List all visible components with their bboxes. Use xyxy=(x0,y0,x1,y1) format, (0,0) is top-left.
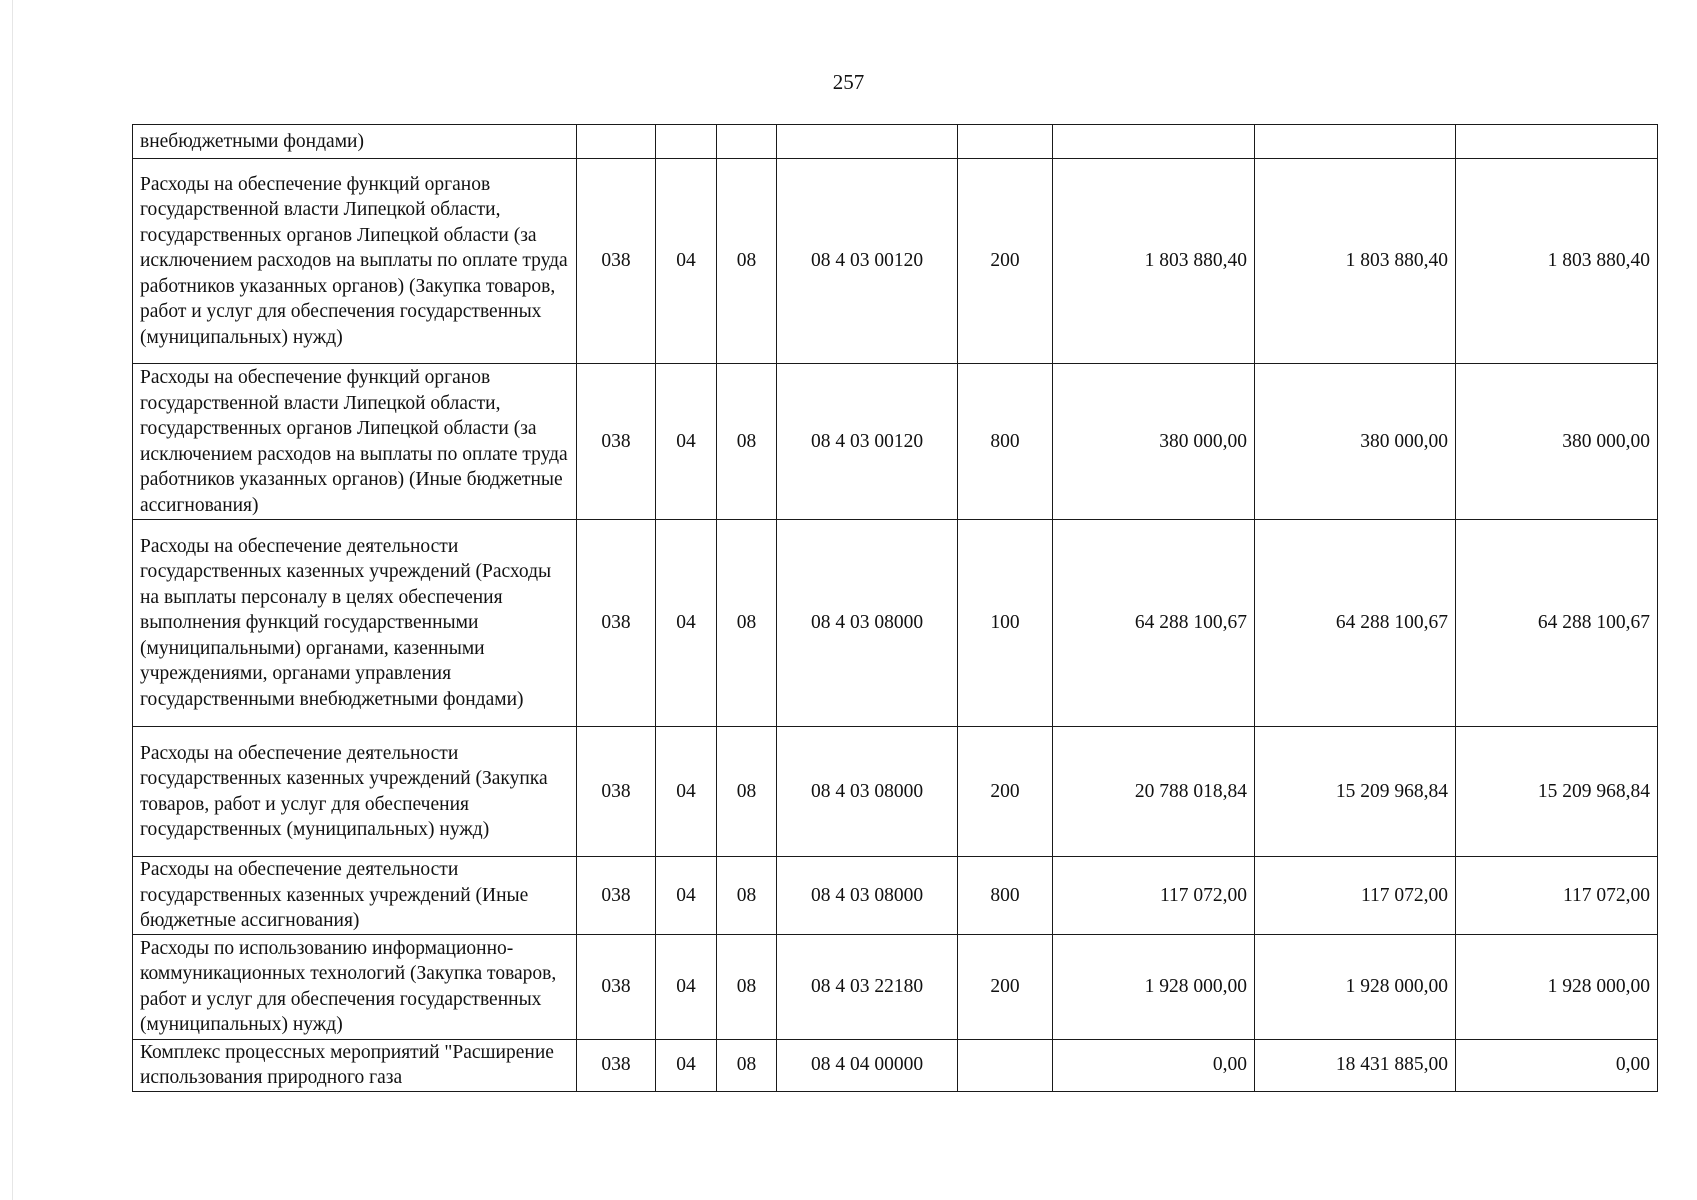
cell-amount-year-3: 1 803 880,40 xyxy=(1456,159,1658,364)
cell-amount-year-2: 64 288 100,67 xyxy=(1255,520,1456,727)
cell-expense-type: 100 xyxy=(958,520,1053,727)
cell-expense-type: 800 xyxy=(958,857,1053,935)
cell-subsection-code xyxy=(717,125,777,159)
table-row xyxy=(133,934,1658,1039)
cell-amount-year-1: 20 788 018,84 xyxy=(1053,727,1255,857)
row-description: внебюджетными фондами) xyxy=(133,125,577,159)
table-row xyxy=(133,159,1658,364)
cell-amount-year-2: 1 928 000,00 xyxy=(1255,934,1456,1039)
cell-section-code: 04 xyxy=(656,727,717,857)
cell-ministry-code: 038 xyxy=(577,727,656,857)
cell-target-article: 08 4 03 08000 xyxy=(777,727,958,857)
cell-amount-year-3: 380 000,00 xyxy=(1456,364,1658,520)
cell-subsection-code: 08 xyxy=(717,364,777,520)
cell-subsection-code: 08 xyxy=(717,159,777,364)
row-description: Комплекс процессных мероприятий "Расширение использования природного газа xyxy=(133,1039,577,1091)
cell-target-article: 08 4 03 00120 xyxy=(777,364,958,520)
cell-expense-type: 200 xyxy=(958,934,1053,1039)
cell-amount-year-1: 380 000,00 xyxy=(1053,364,1255,520)
cell-subsection-code: 08 xyxy=(717,520,777,727)
table-row xyxy=(133,364,1658,520)
cell-ministry-code: 038 xyxy=(577,159,656,364)
row-description: Расходы на обеспечение функций органов государственной власти Липецкой области, государственных органов Липецкой области (за исключением расходов на выплаты по оплате труда работников указанных органов) (Иные бюджетные ассигнования) xyxy=(133,364,577,520)
cell-amount-year-3: 15 209 968,84 xyxy=(1456,727,1658,857)
cell-ministry-code: 038 xyxy=(577,520,656,727)
cell-section-code: 04 xyxy=(656,159,717,364)
cell-subsection-code: 08 xyxy=(717,934,777,1039)
table-row xyxy=(133,727,1658,857)
cell-amount-year-2: 1 803 880,40 xyxy=(1255,159,1456,364)
table-row xyxy=(133,857,1658,935)
cell-section-code: 04 xyxy=(656,934,717,1039)
cell-amount-year-3: 1 928 000,00 xyxy=(1456,934,1658,1039)
cell-target-article xyxy=(777,125,958,159)
cell-ministry-code xyxy=(577,125,656,159)
cell-section-code: 04 xyxy=(656,364,717,520)
cell-section-code xyxy=(656,125,717,159)
row-description: Расходы на обеспечение деятельности государственных казенных учреждений (Иные бюджетные ассигнования) xyxy=(133,857,577,935)
cell-expense-type: 800 xyxy=(958,364,1053,520)
cell-target-article: 08 4 03 08000 xyxy=(777,520,958,727)
cell-amount-year-1: 1 928 000,00 xyxy=(1053,934,1255,1039)
cell-amount-year-2: 15 209 968,84 xyxy=(1255,727,1456,857)
cell-amount-year-3: 0,00 xyxy=(1456,1039,1658,1091)
cell-amount-year-1 xyxy=(1053,125,1255,159)
cell-amount-year-2: 380 000,00 xyxy=(1255,364,1456,520)
cell-target-article: 08 4 03 08000 xyxy=(777,857,958,935)
cell-expense-type: 200 xyxy=(958,727,1053,857)
cell-ministry-code: 038 xyxy=(577,1039,656,1091)
row-description: Расходы на обеспечение функций органов государственной власти Липецкой области, государственных органов Липецкой области (за исключением расходов на выплаты по оплате труда работников указанных органов) (Закупка товаров, работ и услуг для обеспечения государственных (муниципальных) нужд) xyxy=(133,159,577,364)
table-row xyxy=(133,520,1658,727)
cell-amount-year-2 xyxy=(1255,125,1456,159)
cell-target-article: 08 4 03 22180 xyxy=(777,934,958,1039)
cell-target-article: 08 4 03 00120 xyxy=(777,159,958,364)
cell-expense-type: 200 xyxy=(958,159,1053,364)
row-description: Расходы на обеспечение деятельности государственных казенных учреждений (Закупка товаров, работ и услуг для обеспечения государственных (муниципальных) нужд) xyxy=(133,727,577,857)
table-row xyxy=(133,1039,1658,1091)
cell-target-article: 08 4 04 00000 xyxy=(777,1039,958,1091)
cell-ministry-code: 038 xyxy=(577,934,656,1039)
cell-section-code: 04 xyxy=(656,1039,717,1091)
page-number: 257 xyxy=(832,70,865,94)
cell-subsection-code: 08 xyxy=(717,857,777,935)
cell-amount-year-1: 0,00 xyxy=(1053,1039,1255,1091)
cell-section-code: 04 xyxy=(656,520,717,727)
cell-amount-year-1: 64 288 100,67 xyxy=(1053,520,1255,727)
cell-amount-year-1: 1 803 880,40 xyxy=(1053,159,1255,364)
cell-amount-year-3 xyxy=(1456,125,1658,159)
cell-amount-year-1: 117 072,00 xyxy=(1053,857,1255,935)
cell-ministry-code: 038 xyxy=(577,364,656,520)
cell-ministry-code: 038 xyxy=(577,857,656,935)
cell-subsection-code: 08 xyxy=(717,727,777,857)
cell-expense-type xyxy=(958,125,1053,159)
cell-expense-type xyxy=(958,1039,1053,1091)
row-description: Расходы по использованию информационно-коммуникационных технологий (Закупка товаров, работ и услуг для обеспечения государственных (муниципальных) нужд) xyxy=(133,934,577,1039)
cell-subsection-code: 08 xyxy=(717,1039,777,1091)
scan-edge-line xyxy=(12,0,13,1200)
cell-amount-year-3: 117 072,00 xyxy=(1456,857,1658,935)
row-description: Расходы на обеспечение деятельности государственных казенных учреждений (Расходы на выплаты персоналу в целях обеспечения выполнения функций государственными (муниципальными) органами, казенными учреждениями, органами управления государственными внебюджетными фондами) xyxy=(133,520,577,727)
cell-amount-year-2: 117 072,00 xyxy=(1255,857,1456,935)
budget-table xyxy=(132,124,1658,1092)
cell-section-code: 04 xyxy=(656,857,717,935)
cell-amount-year-2: 18 431 885,00 xyxy=(1255,1039,1456,1091)
table-row xyxy=(133,125,1658,159)
cell-amount-year-3: 64 288 100,67 xyxy=(1456,520,1658,727)
